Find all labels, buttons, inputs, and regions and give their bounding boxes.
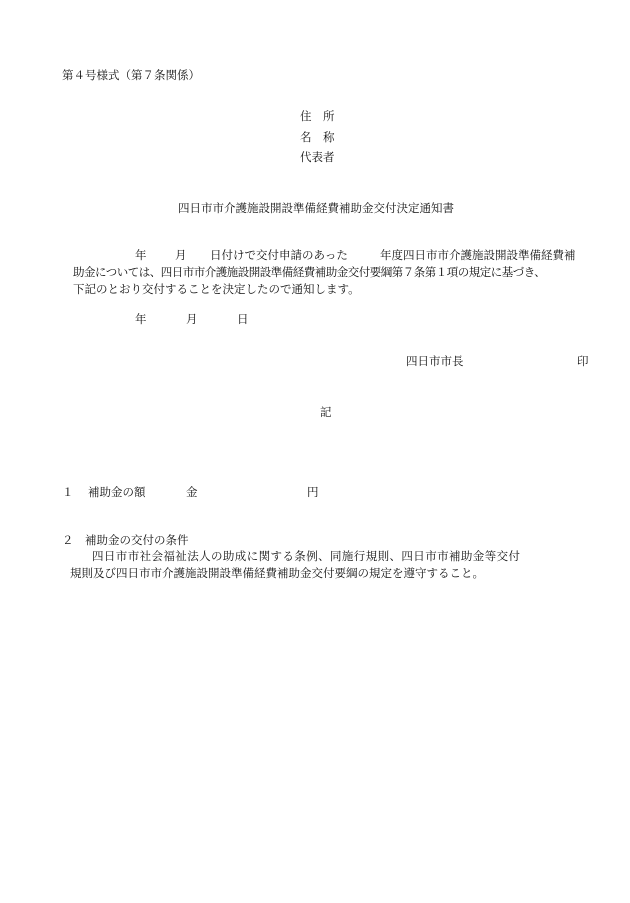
item1-yen: 円 <box>307 485 319 499</box>
date-day: 日 <box>237 312 249 326</box>
item2-line1: 四日市市社会福祉法人の助成に関する条例、同施行規則、四日市市補助金等交付 <box>92 549 521 563</box>
representative-label: 代表者 <box>300 150 335 164</box>
issuer-name: 四日市市長 <box>406 354 464 368</box>
seal-mark: 印 <box>577 354 589 368</box>
ki-label: 記 <box>320 405 332 419</box>
item1-kin: 金 <box>186 485 198 499</box>
name-label: 名 称 <box>300 130 335 144</box>
item2-line2: 規則及び四日市市介護施設開設準備経費補助金交付要綱の規定を遵守すること。 <box>70 566 484 580</box>
form-id: 第４号様式（第７条関係） <box>62 68 200 82</box>
body-line3: 下記のとおり交付することを決定したので通知します。 <box>73 282 360 296</box>
body-month: 月 <box>175 248 187 262</box>
body-line1-rest: 年度四日市市介護施設開設準備経費補 <box>380 248 576 262</box>
document-title: 四日市市介護施設開設準備経費補助金交付決定通知書 <box>178 201 454 215</box>
date-year: 年 <box>135 312 147 326</box>
address-label: 住 所 <box>300 109 335 123</box>
body-day-text: 日付けで交付申請のあった <box>210 248 348 262</box>
item1-label: 補助金の額 <box>88 485 146 499</box>
item1-number: １ <box>62 485 74 499</box>
item2-heading: ２ 補助金の交付の条件 <box>62 533 189 547</box>
date-month: 月 <box>186 312 198 326</box>
body-line2: 助金については、四日市市介護施設開設準備経費補助金交付要綱第７条第１項の規定に基づき、 <box>73 265 546 279</box>
body-year: 年 <box>135 248 147 262</box>
